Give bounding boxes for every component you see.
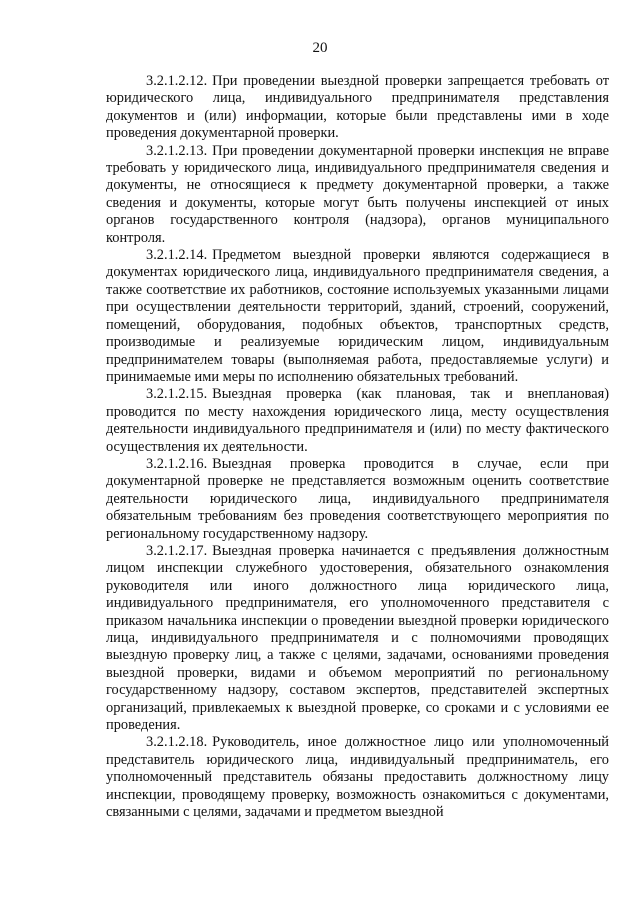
paragraph-number: 3.2.1.2.17. — [146, 542, 208, 559]
paragraph — [106, 543, 609, 734]
paragraph-number: 3.2.1.2.13. — [146, 142, 208, 159]
paragraph-number: 3.2.1.2.16. — [146, 455, 208, 472]
paragraph — [106, 386, 609, 456]
paragraph — [106, 247, 609, 386]
paragraph-text: Выездная проверка начинается с предъявления должностным лицом инспекции служебного удостоверения, обязательного ознакомления руководителя или иного должностного лица юридического лица, индивидуального предпринимателя, его уполномоченного представителя с приказом начальника инспекции о проведении выездной проверки юридического лица, индивидуального предпринимателя и с полномочиями проводящих выездную проверку лиц, а также с целями, задачами, основаниями проведения выездной проверки, видами и объемом мероприятий по региональному государственному надзору, составом экспертов, представителей экспертных организаций, привлекаемых к выездной проверке, со сроками и с условиями ее проведения. — [106, 542, 609, 734]
paragraph — [106, 143, 609, 247]
paragraph-text: Руководитель, иное должностное лицо или уполномоченный представитель юридического лица, индивидуальный предприниматель, его уполномоченный представитель обязаны предоставить должностному лицу инспекции, проводящему проверку, возможность ознакомиться с документами, связанными с целями, задачами и предметом выездной — [106, 734, 609, 821]
paragraph-number: 3.2.1.2.14. — [146, 247, 208, 264]
paragraph-text: Выездная проверка (как плановая, так и внеплановая) проводится по месту нахождения юридического лица, месту осуществления деятельности индивидуального предпринимателя и (или) по месту фактического осуществления их деятельности. — [106, 386, 609, 455]
paragraph-text: Предметом выездной проверки являются содержащиеся в документах юридического лица, индивидуального предпринимателя сведения, а также соответствие их работников, состояние используемых указанными лицами при осуществлении деятельности территорий, зданий, строений, сооружений, помещений, оборудования, подобных объектов, транспортных средств, производимые и реализуемые юридическим лицом, индивидуальным предпринимателем товары (выполняемая работа, предоставляемые услуги) и принимаемые ими меры по исполнению обязательных требований. — [106, 247, 609, 385]
paragraph-text: При проведении выездной проверки запрещается требовать от юридического лица, индивидуального предпринимателя представления документов и (или) информации, которые были представлены ими в ходе проведения документарной проверки. — [106, 73, 609, 142]
paragraph-number: 3.2.1.2.18. — [146, 734, 208, 751]
page-number: 20 — [312, 40, 328, 56]
paragraph — [106, 73, 609, 143]
paragraph-number: 3.2.1.2.15. — [146, 386, 208, 403]
document-body — [106, 73, 609, 821]
paragraph-text: Выездная проверка проводится в случае, если при документарной проверке не представляется возможным оценить соответствие деятельности юридического лица, индивидуального предпринимателя обязательным требованиям без проведения соответствующего мероприятия по региональному государственному надзору. — [106, 455, 609, 542]
paragraph — [106, 734, 609, 821]
paragraph-text: При проведении документарной проверки инспекция не вправе требовать у юридического лица, индивидуального предпринимателя сведения и документы, не относящиеся к предмету документарной проверки, а также сведения и документы, которые могут быть получены инспекцией от иных органов государственного контроля (надзора), органов муниципального контроля. — [106, 142, 609, 246]
paragraph — [106, 456, 609, 543]
paragraph-number: 3.2.1.2.12. — [146, 73, 208, 89]
